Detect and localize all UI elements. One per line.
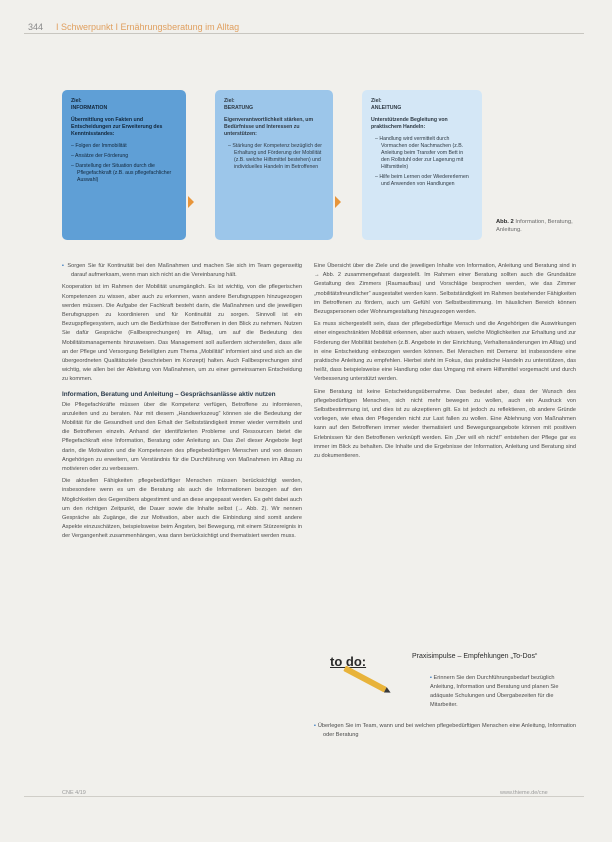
box-beratung	[215, 90, 333, 240]
paragraph: Kooperation ist im Rahmen der Mobilität unumgänglich. Es ist wichtig, von die pflegerischen Kompetenzen zu wissen, aber auch zu erkennen, wann andere Berufsgruppen hinzugezogen werden müssen. Die Aufgabe der Fachkraft besteht darin, die Maßnahmen und die jeweiligen Berufsgruppen zu koordinieren und für Kontinuität zu sorgen. Sinnvoll ist ein Bezugspflegesystem, auch um die Bedürfnisse der Betroffenen in den Blick zu nehmen. Nutzen Sie dafür Gespräche (Fallbesprechungen) im Alltag, um auf die Bedeutung des Mobilitätsmanagements hinzuweisen. Das Management soll außerdem sicherstellen, dass alle an der Pflege und Versorgung Beteiligten zum Thema „Mobilität“ informiert sind und sich an die übergeordneten Qualitätsziele (beschrieben im Konzept) halten. Auch Fallbesprechungen sind wichtig, wie allen bei der Ableitung von Maßnahmen, um zu einer gemeinsamen Entscheidung zu kommen.	[62, 284, 302, 383]
box-subtitle: Übermittlung von Fakten und Entscheidungen zur Erweiterung des Kenntnisstandes:	[71, 117, 163, 137]
box-list-item: – Folgen der Immobilität	[71, 143, 177, 150]
footer-divider	[24, 796, 584, 797]
box-list	[228, 143, 324, 171]
figure-caption	[496, 218, 586, 234]
box-subtitle: Unterstützende Begleitung von praktischem Handeln:	[371, 117, 448, 130]
header-divider	[24, 33, 584, 34]
bullet-paragraph: ▪ Sorgen Sie für Kontinuität bei den Maßnahmen und machen Sie sich im Team gegenseitig darauf aufmerksam, wenn man sich nicht an die Vereinbarung hält.	[62, 262, 302, 280]
box-goal-label: Ziel:	[371, 98, 382, 104]
paragraph: Eine Beratung ist keine Entscheidungsübernahme. Das bedeutet aber, dass der Wunsch des pflegebedürftigen Menschen, sich nicht mehr bewegen zu wollen, auch ein Ausdruck von Selbstbestimmung ist, und dies ist zu akzeptieren gilt. Es ist jedoch zu reflektieren, ob andere Gründe vorliegen, wie etwa den Pflegenden nicht zur Last fallen zu wollen. Eine Ablehnung von Maßnahmen kann auf den Betroffenen immer wieder thematisiert und Bewegungsangebote können mit positiven Erlebnissen für den Betroffenen verknüpft werden. Ein „Der will eh nicht!“ entstehen der Pflege gar es immer im Blick zu behalten. Die Inhalte und die Ergebnisse der Information, Anleitung und Beratung sind zu dokumentieren.	[314, 388, 576, 460]
box-list-item: – Hilfe beim Lernen oder Wiedererlernen und Anwenden von Handlungen	[375, 174, 473, 188]
todo-title: Praxisimpulse – Empfehlungen „To-Dos“	[412, 653, 538, 660]
box-information	[62, 90, 186, 240]
section-heading: Information, Beratung und Anleitung – Gesprächsanlässe aktiv nutzen	[62, 390, 276, 398]
footer-left: CNE 4/19	[62, 790, 86, 796]
box-list-item: – Stärkung der Kompetenz bezüglich der Erhaltung und Förderung der Mobilität (z.B. welche Hilfsmittel bestehen) und individuelles Handeln im Betroffenen	[228, 143, 324, 171]
pencil-icon	[343, 666, 386, 693]
todo-continued	[314, 722, 576, 742]
arrow-right-icon	[188, 196, 194, 208]
todo-item: ▪ Erinnern Sie den Durchführungsbedarf bezüglich Anleitung, Information und Beratung und planen Sie adäquate Schulungen und Übergabezeiten für die Mitarbeiter.	[430, 674, 580, 710]
box-goal-label: Ziel:	[71, 98, 82, 104]
todo-box	[330, 650, 580, 720]
box-list-item: – Ansätze der Förderung	[71, 153, 177, 160]
paragraph: Eine Übersicht über die Ziele und die jeweiligen Inhalte von Information, Anleitung und Beratung sind in → Abb. 2 zusammengefasst dargestellt. Im Rahmen einer Beratung sollten auch die Grundsätze Gestaltung des Zimmers (Raumaufbau) und Vorschläge besprochen werden, wie das Zimmer „mobilitätsfreundlicher“ ausgestaltet werden kann. Selbstständigkeit im Rahmen bestehender Fähigkeiten im Betroffenen zu fördern, auch um Gefühl von Selbstbestimmung. Im häuslichen Bereich können Bezugspersonen oder Wohnumgestaltung hinzugezogen werden.	[314, 263, 576, 316]
page-number: 344	[28, 22, 44, 32]
caption-text: Information, Beratung, Anleitung.	[496, 219, 573, 233]
box-list-item: – Darstellung der Situation durch die Pflegefachkraft (z.B. aus pflegefachlicher Auswahl)	[71, 163, 177, 184]
running-title: I Schwerpunkt I Ernährungsberatung im Alltag	[56, 22, 240, 32]
paragraph: Die Pflegefachkräfte müssen über die Kompetenz verfügen, Betroffene zu informieren, anzuleiten und zu beraten. Nur mit diesem „Handwerkszeug“ können sie die Bedeutung der Mobilität für die Gesundheit und den Erhalt der Selbstständigkeit immer wieder vermitteln und die Betroffenen einzeln. Anhand der identifizierten Probleme und Ressourcen bietet die Pflegefachkraft eine Information, Beratung oder Anleitung an. Das Ziel dieser Angebote liegt darin, die Motivation und die Kompetenzen des pflegebedürftigen Menschen und von dessen Angehörigen zu erweitern, um Verständnis für die Durchführung von Maßnahmen im Alltag zu motivieren oder zu verbessern.	[62, 401, 302, 473]
box-goal-label: Ziel:	[224, 98, 235, 104]
caption-label: Abb. 2	[496, 219, 514, 225]
todo-label: to do:	[330, 654, 367, 669]
box-title: BERATUNG	[224, 105, 254, 111]
bullet-paragraph: ▪ Überlegen Sie im Team, wann und bei welchen pflegebedürftigen Menschen eine Anleitung, Information oder Beratung	[314, 722, 576, 740]
arrow-right-icon	[335, 196, 341, 208]
box-list-item: – Handlung wird vermittelt durch Vormachen oder Nachmachen (z.B. Anleitung beim Transfer vom Bett in den Rollstuhl oder zur Lagerung mit Hilfsmitteln)	[375, 136, 473, 171]
box-subtitle: Eigenverantwortlichkeit stärken, um Bedürfnisse und Interessen zu unterstützen:	[224, 117, 314, 137]
paragraph: Die aktuellen Fähigkeiten pflegebedürftiger Menschen müssen berücksichtigt werden, insbesondere wenn es um die Beratung als auch die Informationen bezogen auf den Möglichkeiten des Gegenübers abgestimmt und an diese angepasst werden. Es geht dabei auch um den richtigen Zeitpunkt, die Dauer sowie die Inhalte selbst (→ Abb. 2). Wir nennen Gespräche als Zugänge, die zur Motivation, aber auch die Einbindung sind somit andere Aspekte einzuschätzen, beispielsweise beim Ängsten, bei Bewegung, mit einem Stürzereignis in der Vergangenheit zusammenhängen, was dann berücksichtigt und thematisiert werden muss.	[62, 478, 302, 540]
left-column	[62, 262, 302, 545]
box-title: INFORMATION	[71, 105, 108, 111]
box-anleitung	[362, 90, 482, 240]
box-list	[375, 136, 473, 188]
footer-right: www.thieme.de/cne	[500, 790, 548, 796]
box-title: ANLEITUNG	[371, 105, 402, 111]
right-column	[314, 262, 576, 464]
paragraph: Es muss sichergestellt sein, dass der pflegebedürftige Mensch und die Angehörigen die Auswirkungen einer eingeschränkten Mobilität erkennen, aber auch wissen, welche Möglichkeiten zur Erhaltung und zur Förderung der Mobilität bestehen (z.B. Angebote in der Einrichtung, Verhaltensänderungen im Alltag) und in eine Entscheidung einbezogen werden können. Bei Menschen mit Demenz ist insbesondere eine praktische Anleitung zu empfehlen. Hierbei steht im Fokus, das praktische Handeln zu unterstützen, das heißt, dass beispielsweise eine Handlung oder das Umgang mit einem Hilfsmittel vorgemacht und durch Verbesserung unterstützt werden.	[314, 321, 576, 383]
box-list	[71, 143, 177, 184]
